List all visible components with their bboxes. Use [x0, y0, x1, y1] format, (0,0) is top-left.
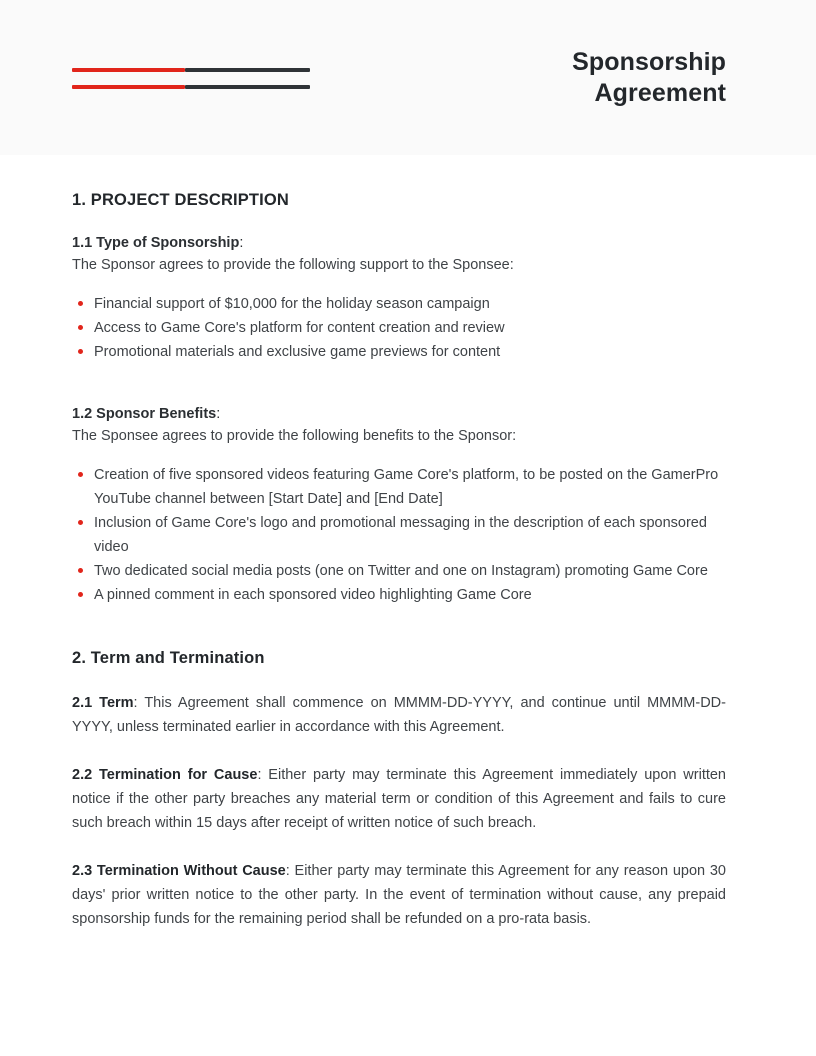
- document-body: [0, 155, 816, 931]
- subsection-1-2-lead: The Sponsee agrees to provide the following benefits to the Sponsor:: [72, 428, 517, 444]
- list-item: Access to Game Core's platform for content creation and review: [78, 316, 726, 340]
- list-item: Inclusion of Game Core's logo and promotional messaging in the description of each sponsored video: [78, 511, 726, 559]
- clause-body-text: : This Agreement shall commence on MMMM-DD-YYYY, and continue until MMMM-DD-YYYY, unless terminated earlier in accordance with this Agreement.: [72, 695, 726, 735]
- logo-bar-dark-segment: [185, 85, 310, 89]
- logo-bar-top: [72, 68, 310, 72]
- list-item: Creation of five sponsored videos featuring Game Core's platform, to be posted on the GamerPro YouTube channel between [Start Date] and [End Date]: [78, 463, 726, 511]
- subsection-1-2-label: [72, 404, 726, 424]
- clause-run-in-label: 2.2 Termination for Cause: [72, 767, 258, 783]
- list-item: Two dedicated social media posts (one on Twitter and one on Instagram) promoting Game Core: [78, 559, 726, 583]
- subsection-1-1-bullet-list: [72, 292, 726, 364]
- subsection-label-colon: :: [216, 406, 221, 422]
- spacer: [72, 364, 726, 382]
- subsection-1-2: [72, 404, 726, 607]
- clause-run-in-label: 2.3 Termination Without Cause: [72, 863, 286, 879]
- logo-bar-bottom: [72, 85, 310, 89]
- subsection-label-text: 1.1 Type of Sponsorship: [72, 235, 240, 251]
- clause-body-text: : Either party may terminate this Agreement immediately upon written notice if the other party breaches any material term or condition of this Agreement and fails to cure such breach within 15 days after receipt of written notice of such breach.: [72, 767, 726, 831]
- list-item: Financial support of $10,000 for the holiday season campaign: [78, 292, 726, 316]
- clause-run-in-label: 2.1 Term: [72, 695, 134, 711]
- subsection-label-colon: :: [239, 235, 244, 251]
- subsection-1-2-bullet-list: [72, 463, 726, 607]
- document-header: [0, 0, 816, 155]
- subsection-1-1-label: [72, 233, 726, 253]
- list-item: Promotional materials and exclusive game previews for content: [78, 340, 726, 364]
- brand-bars-logo: [72, 68, 310, 89]
- clause-2-3: [72, 859, 726, 931]
- clause-2-1: [72, 691, 726, 739]
- subsection-label-text: 1.2 Sponsor Benefits: [72, 406, 217, 422]
- document-title: Sponsorship Agreement: [572, 47, 726, 107]
- subsection-1-1-lead: The Sponsor agrees to provide the following support to the Sponsee:: [72, 257, 514, 273]
- section-heading-1: 1. PROJECT DESCRIPTION: [72, 191, 289, 209]
- logo-bar-dark-segment: [185, 68, 310, 72]
- clause-body-text: : Either party may terminate this Agreement for any reason upon 30 days' prior written notice to the other party. In the event of termination without cause, any prepaid sponsorship funds for the remaining period shall be refunded on a pro-rata basis.: [72, 863, 726, 927]
- list-item: A pinned comment in each sponsored video highlighting Game Core: [78, 583, 726, 607]
- logo-bar-red-segment: [72, 85, 185, 89]
- subsection-1-1: [72, 233, 726, 364]
- section-heading-2: 2. Term and Termination: [72, 649, 265, 667]
- clause-2-2: [72, 763, 726, 835]
- logo-bar-red-segment: [72, 68, 185, 72]
